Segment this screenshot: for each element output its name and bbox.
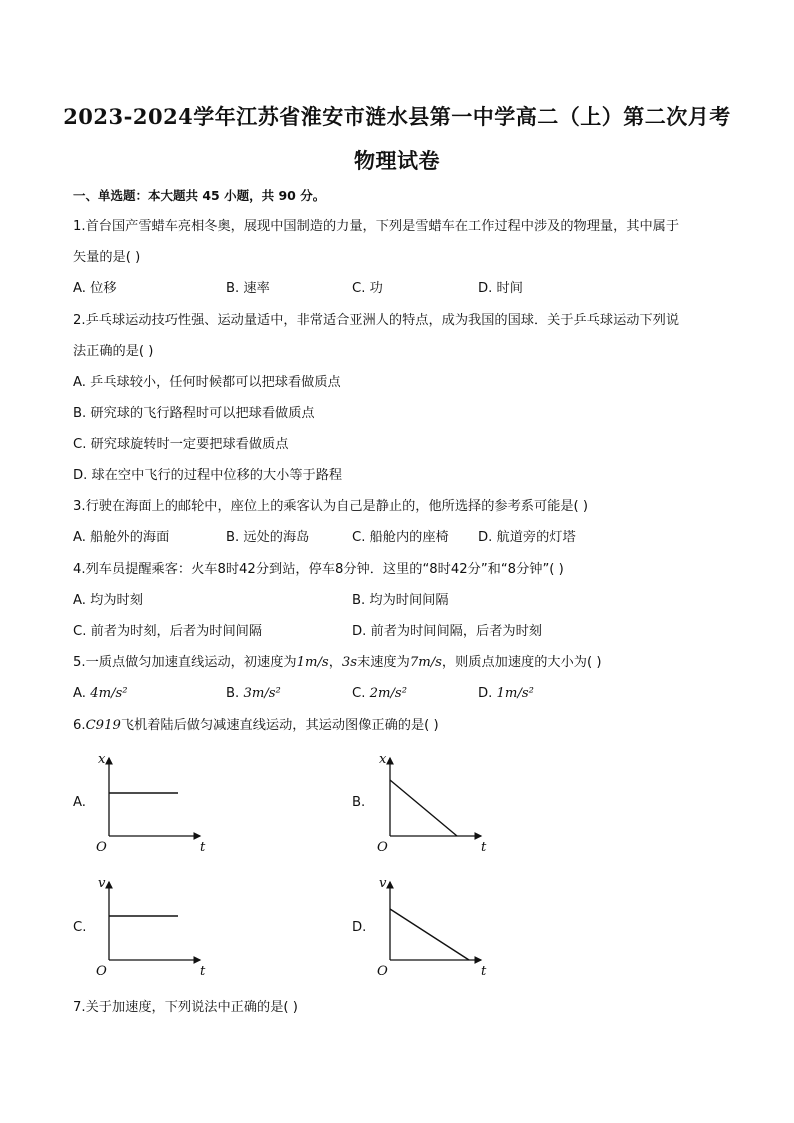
q6-graph-a (94, 752, 214, 860)
q6-graph-b-xlabel: t (481, 840, 487, 855)
q5-text-4: ，则质点加速度的大小为( ) (441, 655, 602, 670)
question-2-line-1: 2.乒乓球运动技巧性强、运动量适中，非常适合亚洲人的特点，成为我国的国球．关于乒乓球运动下列说 (73, 313, 680, 328)
question-3-line-1: 3.行驶在海面上的邮轮中，座位上的乘客认为自己是静止的，他所选择的参考系可能是( ) (73, 499, 588, 514)
q4-option-c: C. 前者为时刻，后者为时间间隔 (73, 624, 263, 639)
q6-graph-d-line (390, 909, 469, 960)
q5-option-d (478, 685, 534, 703)
q4-option-a: A. 均为时刻 (73, 593, 143, 608)
q6-option-b: B. (352, 795, 366, 810)
q5-final-velocity: 7m/s (409, 655, 442, 670)
q5-text-2: ， (328, 655, 342, 670)
q6-graph-a-xlabel: t (200, 840, 206, 855)
question-4-line-1: 4.列车员提醒乘客：火车8时42分到站，停车8分钟．这里的“8时42分”和“8分钟”( ) (73, 562, 564, 577)
q6-text-1: 6. (73, 718, 86, 733)
q3-option-a: A. 船舱外的海面 (73, 530, 170, 545)
q5-option-c-label: C. (352, 686, 370, 701)
q5-option-b (226, 685, 281, 703)
question-6-line-1 (73, 717, 439, 735)
exam-subtitle: 物理试卷 (354, 148, 440, 173)
q6-graph-c-ylabel: v (98, 876, 106, 891)
q2-option-c: C. 研究球旋转时一定要把球看做质点 (73, 437, 289, 452)
q5-option-a-label: A. (73, 686, 91, 701)
question-7-line-1: 7.关于加速度，下列说法中正确的是( ) (73, 1000, 298, 1015)
q4-option-b: B. 均为时间间隔 (352, 593, 449, 608)
q1-option-d: D. 时间 (478, 281, 523, 296)
q6-option-a: A. (73, 795, 86, 810)
q4-option-d: D. 前者为时间间隔，后者为时刻 (352, 624, 542, 639)
q5-initial-velocity: 1m/s (296, 655, 329, 670)
q6-option-c: C. (73, 920, 87, 935)
q5-text-1: 5.一质点做匀加速直线运动，初速度为 (73, 655, 297, 670)
q2-option-a: A. 乒乓球较小，任何时候都可以把球看做质点 (73, 375, 341, 390)
q3-option-d: D. 航道旁的灯塔 (478, 530, 576, 545)
q5-option-c-value: 2m/s² (369, 686, 407, 701)
q6-graph-b-line (390, 780, 457, 836)
q6-graph-c-xlabel: t (200, 964, 206, 979)
question-2-line-2: 法正确的是( ) (73, 344, 154, 359)
q6-graph-d-xlabel: t (481, 964, 487, 979)
q6-graph-c (94, 876, 214, 984)
q3-option-b: B. 远处的海岛 (226, 530, 310, 545)
q5-text-3: 末速度为 (357, 655, 410, 670)
q1-option-b: B. 速率 (226, 281, 270, 296)
q5-time: 3s (341, 655, 358, 670)
question-5-line-1 (73, 654, 601, 672)
q6-option-d: D. (352, 920, 367, 935)
q5-option-a-value: 4m/s² (90, 686, 128, 701)
q5-option-b-label: B. (226, 686, 244, 701)
q5-option-b-value: 3m/s² (243, 686, 281, 701)
q6-graph-b-origin: O (377, 840, 388, 855)
question-1-line-2: 矢量的是( ) (73, 250, 141, 265)
q6-graph-a-ylabel: x (98, 752, 106, 767)
q6-graph-a-origin: O (96, 840, 107, 855)
q5-option-d-value: 1m/s² (496, 686, 534, 701)
q3-option-c: C. 船舱内的座椅 (352, 530, 449, 545)
q1-option-a: A. 位移 (73, 281, 117, 296)
exam-title: 2023-2024学年江苏省淮安市涟水县第一中学高二（上）第二次月考 (63, 104, 731, 129)
q6-graph-d (375, 876, 495, 984)
q1-option-c: C. 功 (352, 281, 383, 296)
q5-option-d-label: D. (478, 686, 497, 701)
q5-option-c (352, 685, 407, 703)
q6-graph-b-ylabel: x (379, 752, 387, 767)
q2-option-b: B. 研究球的飞行路程时可以把球看做质点 (73, 406, 315, 421)
q6-graph-d-ylabel: v (379, 876, 387, 891)
q5-option-a (73, 685, 128, 703)
q6-graph-d-origin: O (377, 964, 388, 979)
question-1-line-1: 1.首台国产雪蜡车亮相冬奥，展现中国制造的力量，下列是雪蜡车在工作过程中涉及的物理量，其中属于 (73, 219, 680, 234)
q6-graph-b (375, 752, 495, 860)
q6-graph-c-origin: O (96, 964, 107, 979)
section-heading: 一、单选题：本大题共 45 小题，共 90 分。 (73, 188, 326, 203)
q2-option-d: D. 球在空中飞行的过程中位移的大小等于路程 (73, 468, 343, 483)
q6-text-2: 飞机着陆后做匀减速直线运动，其运动图像正确的是( ) (120, 718, 439, 733)
q6-aircraft-model: C919 (85, 718, 121, 733)
